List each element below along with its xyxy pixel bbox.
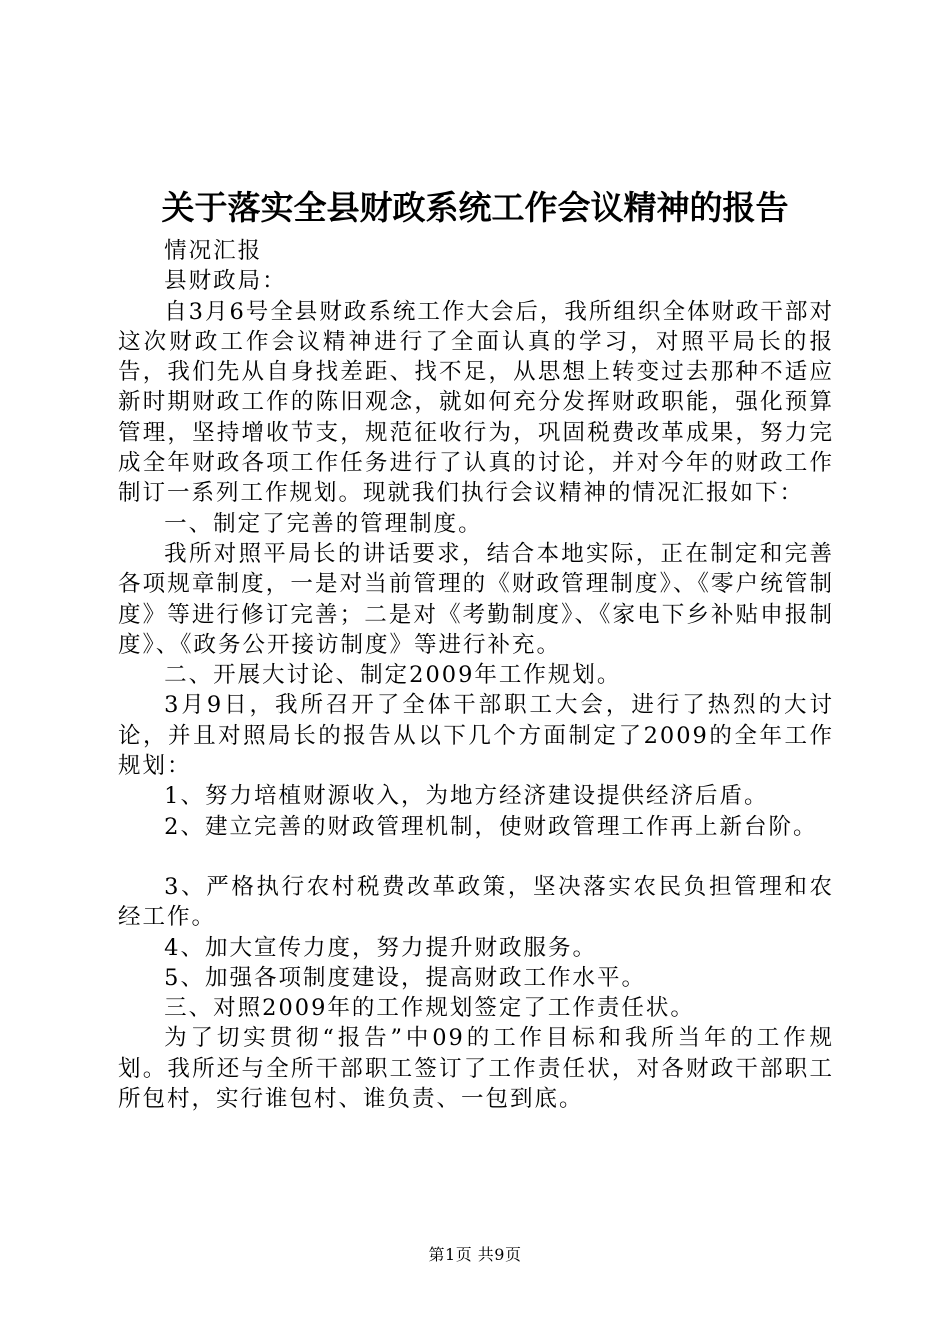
section-heading-3: 三、对照2009年的工作规划签定了工作责任状。 <box>164 995 695 1022</box>
document-title: 关于落实全县财政系统工作会议精神的报告 <box>161 188 789 227</box>
paragraph-addressee: 县财政局： <box>164 268 287 295</box>
page-footer: 第1页 共9页 <box>428 1245 522 1264</box>
paragraph-section-1: 我所对照平局长的讲话要求，结合本地实际，正在制定和完善各项规章制度，一是对当前管理的《财政管理制度》、《零户统管制度》等进行修订完善；二是对《考勤制度》、《家电下乡补贴申报制度》、《政务公开接访制度》等进行补充。 <box>118 540 834 658</box>
paragraph-intro: 自3月6号全县财政系统工作大会后，我所组织全体财政干部对这次财政工作会议精神进行了全面认真的学习，对照平局长的报告，我们先从自身找差距、找不足，从思想上转变过去那种不适应新时期财政工作的陈旧观念，就如何充分发挥财政职能，强化预算管理，坚持增收节支，规范征收行为，巩固税费改革成果，努力完成全年财政各项工作任务进行了认真的讨论，并对今年的财政工作制订一系列工作规划。现就我们执行会议精神的情况汇报如下： <box>118 298 834 507</box>
paragraph-subtitle: 情况汇报 <box>164 238 263 264</box>
section-heading-1: 一、制定了完善的管理制度。 <box>164 510 483 537</box>
list-item-1: 1、努力培植财源收入，为地方经济建设提供经济后盾。 <box>164 783 769 810</box>
list-item-4: 4、加大宣传力度，努力提升财政服务。 <box>164 934 597 961</box>
list-item-2: 2、建立完善的财政管理机制，使财政管理工作再上新台阶。 <box>164 813 818 840</box>
section-heading-2: 二、开展大讨论、制定2009年工作规划。 <box>164 662 622 689</box>
list-item-5: 5、加强各项制度建设，提高财政工作水平。 <box>164 964 646 991</box>
list-item-3: 3、严格执行农村税费改革政策，坚决落实农民负担管理和农经工作。 <box>118 873 834 931</box>
paragraph-section-2: 3月9日，我所召开了全体干部职工大会，进行了热烈的大讨论，并且对照局长的报告从以下几个方面制定了2009的全年工作规划： <box>118 692 834 780</box>
document-body <box>118 236 834 1114</box>
paragraph-section-3: 为了切实贯彻“报告”中09的工作目标和我所当年的工作规划。我所还与全所干部职工签订了工作责任状，对各财政干部职工所包村，实行谁包村、谁负责、一包到底。 <box>118 1025 834 1113</box>
